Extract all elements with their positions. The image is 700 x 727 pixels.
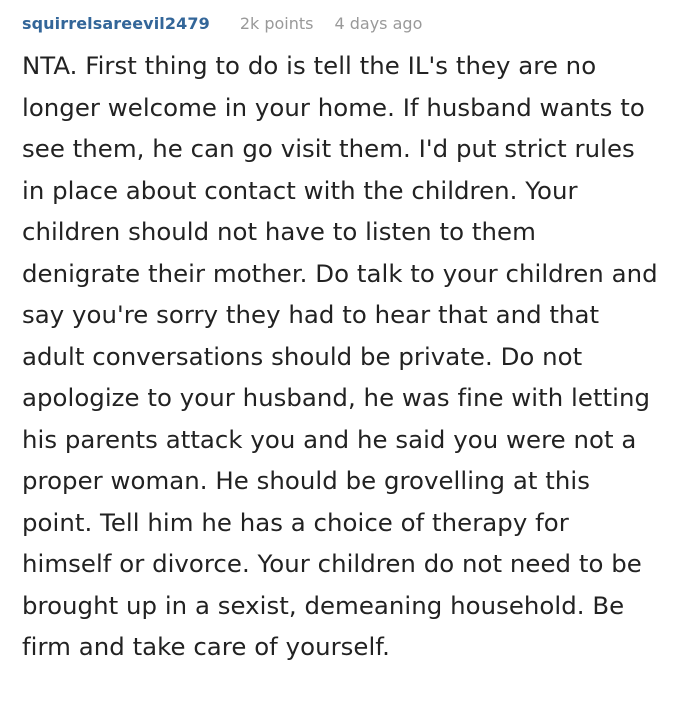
comment-points: 2k points (239, 14, 314, 33)
comment-meta (22, 14, 660, 48)
comment-username[interactable]: squirrelsareevil2479 (22, 14, 210, 33)
comment-body: NTA. First thing to do is tell the IL's they are no longer welcome in your home. If husband wants to see them, he can go visit them. I'd put strict rules in place about contact with the children. Your children should not have to listen to them denigrate their mother. Do talk to your children and say you're sorry they had to hear that and that adult conversations should be private. Do not apologize to your husband, he was fine with letting his parents attack you and he said you were not a proper woman. He should be grovelling at this point. Tell him he has a choice of therapy for himself or divorce. Your children do not need to be brought up in a sexist, demeaning household. Be firm and take care of yourself. (22, 51, 658, 661)
comment-timestamp: 4 days ago (334, 14, 423, 33)
